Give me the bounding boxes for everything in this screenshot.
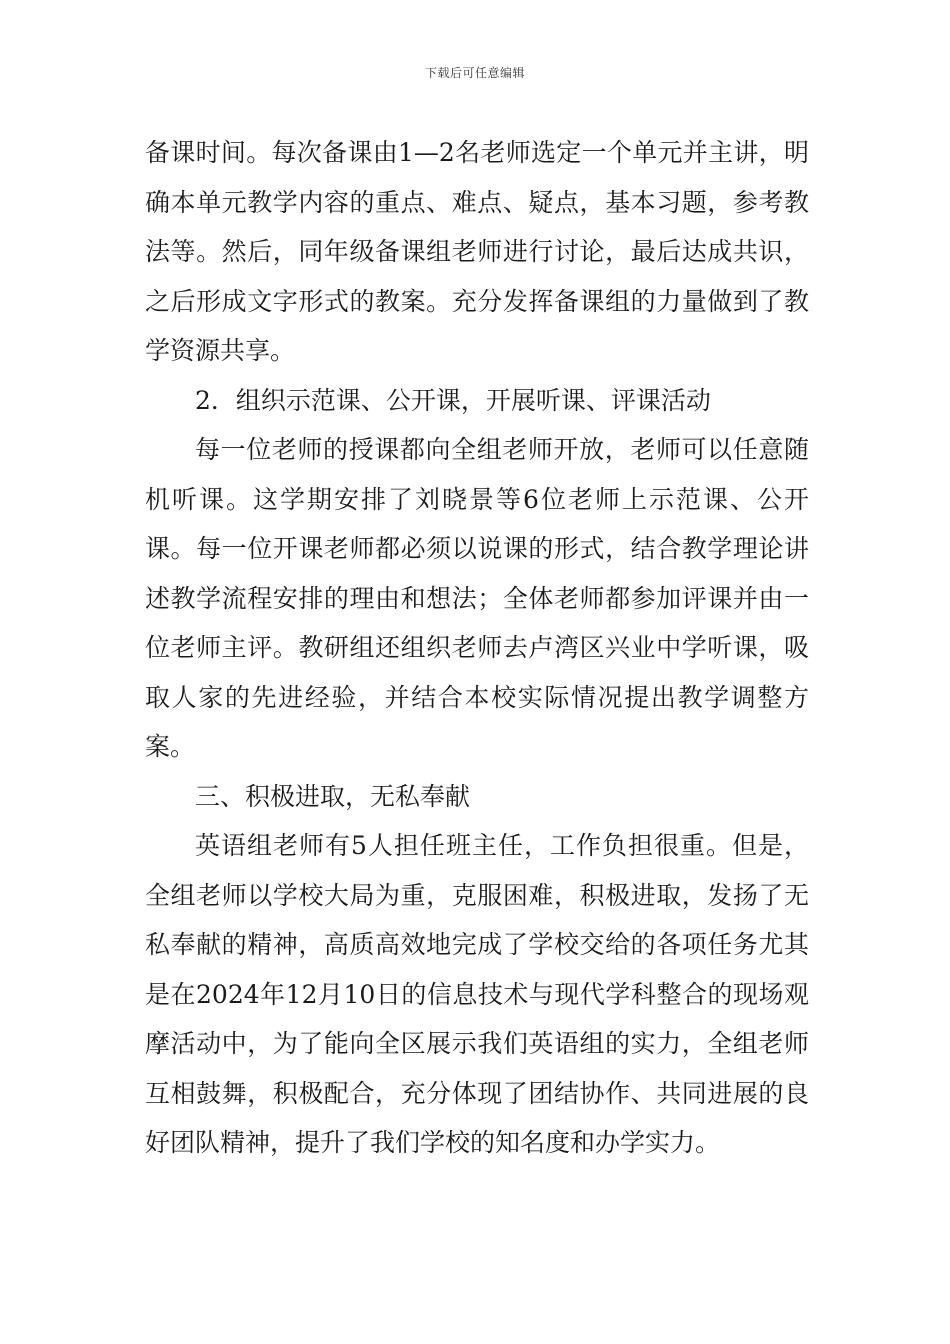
paragraph-lesson-prep: 备课时间。每次备课由1—2名老师选定一个单元并主讲，明确本单元教学内容的重点、难点、疑点，基本习题，参考教法等。然后，同年级备课组老师进行讨论，最后达成共识，之后形成文字形式的教案。充分发挥备课组的力量做到了教学资源共享。 — [145, 138, 809, 365]
paragraph-team-spirit: 英语组老师有5人担任班主任，工作负担很重。但是，全组老师以学校大局为重，克服困难，积极进取，发扬了无私奉献的精神，高质高效地完成了学校交给的各项任务尤其是在2024年12月10日的信息技术与现代学科整合的现场观摩活动中，为了能向全区展示我们英语组的实力，全组老师互相鼓舞，积极配合，充分体现了团结协作、共同进展的良好团队精神，提升了我们学校的知名度和办学实力。 — [145, 831, 809, 1157]
page-header-note: 下载后可任意编辑 — [424, 66, 525, 80]
section-heading-dedication: 三、积极进取，无私奉献 — [195, 781, 471, 811]
section-heading-demo-lessons: 2．组织示范课、公开课，开展听课、评课活动 — [195, 385, 711, 415]
paragraph-open-lessons: 每一位老师的授课都向全组老师开放，老师可以任意随机听课。这学期安排了刘晓景等6位老师上示范课、公开课。每一位开课老师都必须以说课的形式，结合教学理论讲述教学流程安排的理由和想法；全体老师都参加评课并由一位老师主评。教研组还组织老师去卢湾区兴业中学听课，吸取人家的先进经验，并结合本校实际情况提出教学调整方案。 — [145, 435, 809, 761]
document-body — [145, 128, 809, 1168]
